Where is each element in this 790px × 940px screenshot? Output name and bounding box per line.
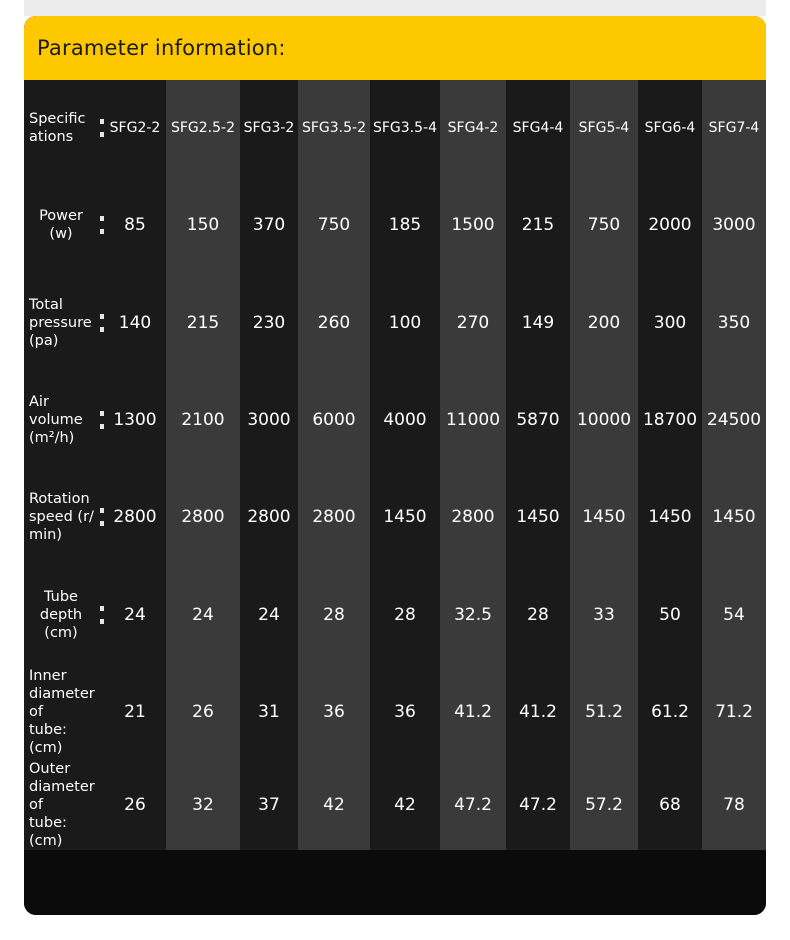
table-cell: 3000 (247, 410, 291, 430)
table-cell: 32.5 (454, 605, 492, 625)
parameter-title: Parameter information: (37, 36, 286, 60)
table-cell: 26 (124, 795, 146, 815)
table-row (24, 664, 766, 760)
row-label-line: min) (29, 527, 63, 543)
parameter-header (24, 16, 766, 80)
table-cell: 230 (252, 313, 286, 333)
row-label-line: speed (r/ (29, 509, 94, 525)
table-cell: 68 (659, 795, 681, 815)
table-cell: 42 (394, 795, 416, 815)
table-cell: 50 (659, 605, 681, 625)
row-label-line: (w) (49, 226, 73, 242)
table-row (24, 760, 766, 850)
table-cell: 24 (258, 605, 280, 625)
table-cell: 31 (258, 702, 280, 722)
row-label-line: Specific (29, 111, 86, 127)
table-cell: 1450 (582, 507, 626, 527)
table-cell: 2800 (181, 507, 225, 527)
table-cell: 85 (124, 215, 146, 235)
table-cell: 215 (186, 313, 220, 333)
row-label-line: depth (39, 607, 83, 623)
table-cell: 36 (323, 702, 345, 722)
table-cell: 26 (192, 702, 214, 722)
table-cell: 200 (587, 313, 621, 333)
table-cell: SFG4-4 (512, 120, 564, 136)
table-cell: 370 (252, 215, 286, 235)
table-cell: SFG2.5-2 (170, 120, 235, 136)
row-label-line: Rotation (29, 491, 90, 507)
table-cell: 1450 (648, 507, 692, 527)
table-cell: 1450 (516, 507, 560, 527)
row-label-line: Outer (29, 761, 71, 777)
table-cell: 28 (527, 605, 549, 625)
row-label (24, 566, 104, 664)
table-row (24, 566, 766, 664)
table-cell: 1500 (451, 215, 495, 235)
parameter-table (24, 80, 766, 850)
table-cell: 11000 (445, 410, 501, 430)
table-cell: 5870 (516, 410, 560, 430)
table-cell: 24 (192, 605, 214, 625)
row-label-line: (m²/h) (29, 430, 75, 446)
table-cell: 1450 (383, 507, 427, 527)
table-cell: 140 (118, 313, 152, 333)
table-cell: SFG4-2 (447, 120, 499, 136)
table-cell: 750 (587, 215, 621, 235)
row-label-line: Air (29, 394, 49, 410)
table-cell: SFG2-2 (109, 120, 161, 136)
colon-separator (100, 508, 104, 526)
colon-separator (100, 119, 104, 137)
row-label (24, 760, 104, 850)
table-cell: 71.2 (715, 702, 753, 722)
row-label-line: Power (39, 208, 83, 224)
table-cell: 28 (323, 605, 345, 625)
table-cell: 6000 (312, 410, 356, 430)
parameter-card (24, 16, 766, 915)
table-row (24, 372, 766, 468)
table-cell: 41.2 (519, 702, 557, 722)
row-label (24, 80, 104, 176)
row-label-line: diameter of (29, 779, 95, 813)
table-cell: 42 (323, 795, 345, 815)
table-cell: 2800 (312, 507, 356, 527)
colon-separator (100, 606, 104, 624)
table-cell: 2800 (113, 507, 157, 527)
table-row (24, 274, 766, 372)
table-cell: SFG3.5-4 (372, 120, 437, 136)
row-label-line: (cm) (44, 625, 78, 641)
table-cell: 300 (653, 313, 687, 333)
table-cell: 2000 (648, 215, 692, 235)
table-cell: 32 (192, 795, 214, 815)
table-cell: 10000 (576, 410, 632, 430)
table-row (24, 468, 766, 566)
table-cell: 3000 (712, 215, 756, 235)
row-label-line: Tube (44, 589, 78, 605)
top-strip (24, 0, 766, 16)
table-cell: 149 (521, 313, 555, 333)
row-label (24, 372, 104, 468)
table-cell: 36 (394, 702, 416, 722)
table-cell: SFG7-4 (708, 120, 760, 136)
table-cell: 4000 (383, 410, 427, 430)
row-label-line: Total (29, 297, 63, 313)
row-label-line: tube: (cm) (29, 815, 67, 849)
table-cell: 150 (186, 215, 220, 235)
row-label-line: (pa) (29, 333, 59, 349)
row-label-line: Inner (29, 668, 67, 684)
table-cell: 215 (521, 215, 555, 235)
table-cell: 51.2 (585, 702, 623, 722)
table-cell: 2800 (451, 507, 495, 527)
table-cell: 78 (723, 795, 745, 815)
table-cell: 47.2 (454, 795, 492, 815)
table-row (24, 176, 766, 274)
row-label-line: ations (29, 129, 74, 145)
table-cell: 750 (317, 215, 351, 235)
table-cell: 24500 (706, 410, 762, 430)
table-cell: 2100 (181, 410, 225, 430)
table-cell: 54 (723, 605, 745, 625)
table-cell: 28 (394, 605, 416, 625)
colon-separator (100, 314, 104, 332)
table-cell: 350 (717, 313, 751, 333)
table-cell: 24 (124, 605, 146, 625)
row-label (24, 274, 104, 372)
table-cell: 21 (124, 702, 146, 722)
table-cell: SFG3-2 (243, 120, 295, 136)
table-cell: SFG5-4 (578, 120, 630, 136)
table-cell: SFG3.5-2 (301, 120, 366, 136)
row-label-line: pressure (29, 315, 92, 331)
table-cell: 260 (317, 313, 351, 333)
colon-separator (100, 411, 104, 429)
table-cell: 2800 (247, 507, 291, 527)
table-cell: 270 (456, 313, 490, 333)
table-row (24, 80, 766, 176)
table-cell: 100 (388, 313, 422, 333)
row-label (24, 176, 104, 274)
table-cell: 18700 (642, 410, 698, 430)
row-label-line: volume (29, 412, 83, 428)
table-cell: 33 (593, 605, 615, 625)
table-cell: 61.2 (651, 702, 689, 722)
table-cell: 47.2 (519, 795, 557, 815)
row-label-line: tube: (cm) (29, 722, 67, 756)
table-cell: 37 (258, 795, 280, 815)
row-label (24, 664, 104, 760)
row-label (24, 468, 104, 566)
table-cell: 185 (388, 215, 422, 235)
card-footer (24, 850, 766, 915)
table-cell: 1300 (113, 410, 157, 430)
colon-separator (100, 216, 104, 234)
row-label-line: diameter of (29, 686, 95, 720)
table-cell: 41.2 (454, 702, 492, 722)
table-cell: SFG6-4 (644, 120, 696, 136)
table-cell: 57.2 (585, 795, 623, 815)
table-cell: 1450 (712, 507, 756, 527)
